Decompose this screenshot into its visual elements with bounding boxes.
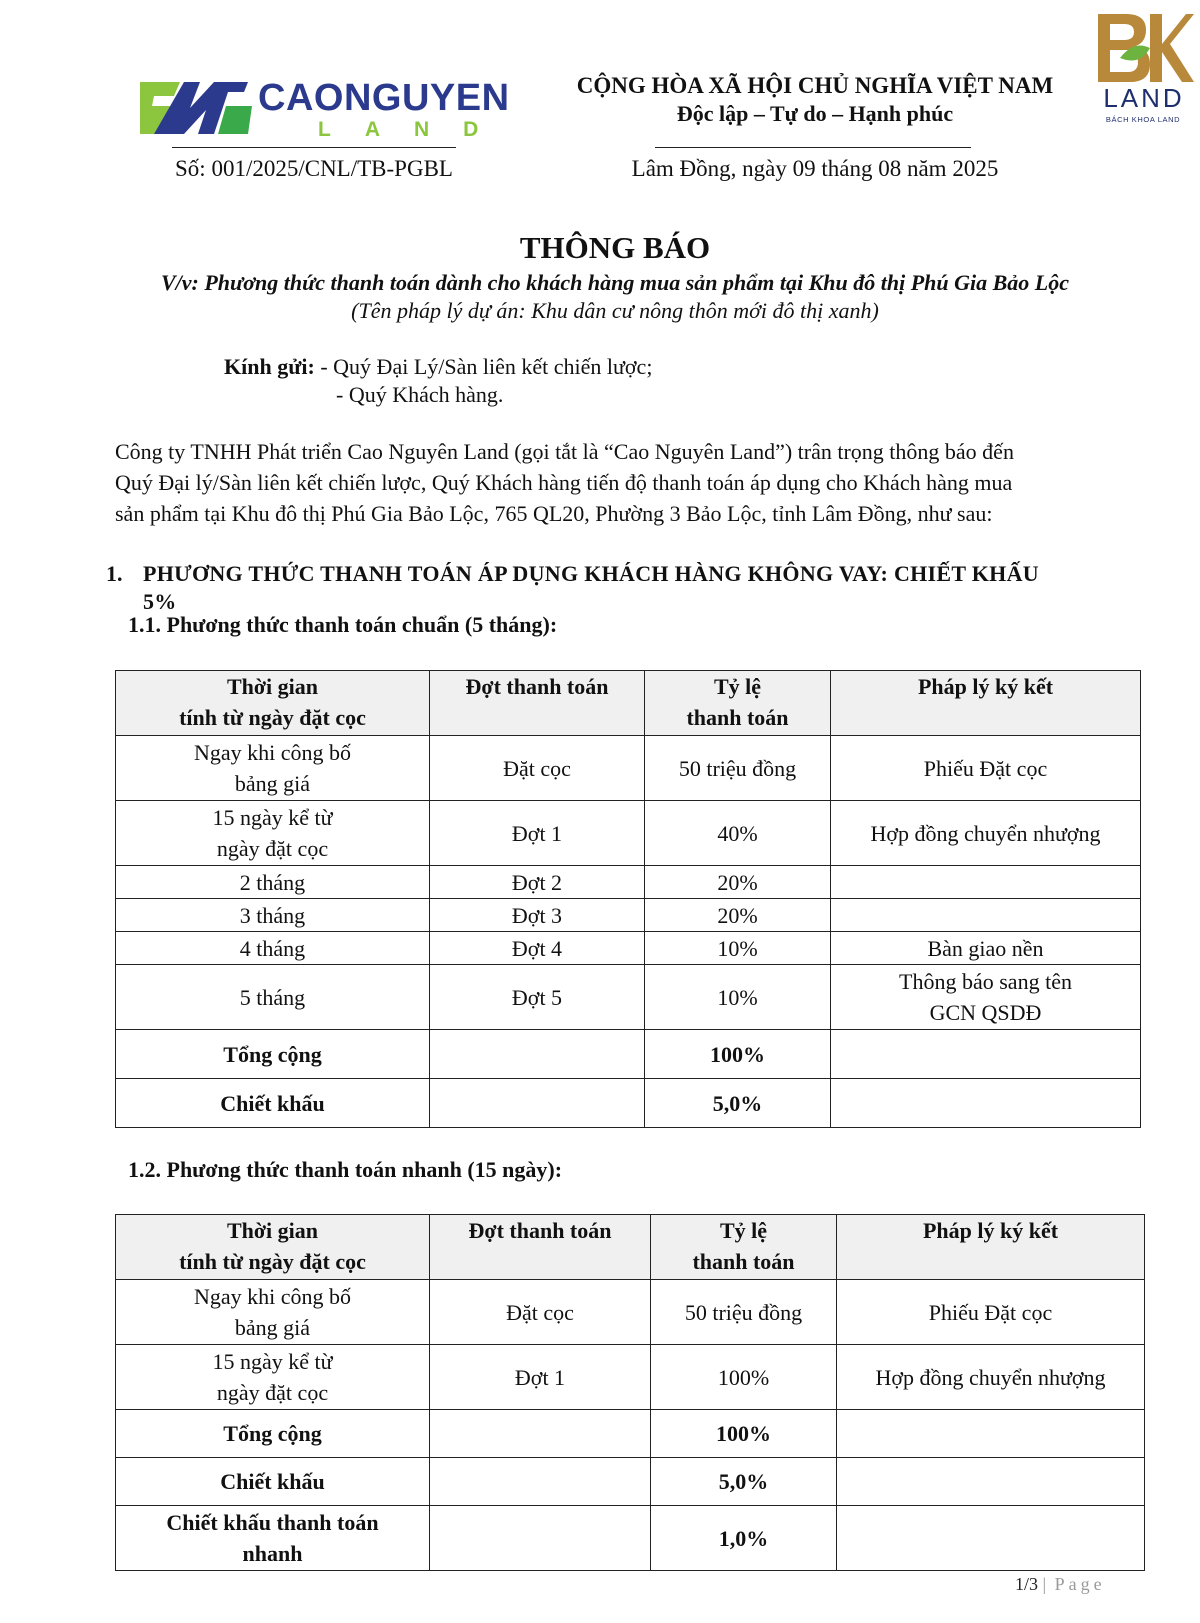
header-installment: Đợt thanh toán	[430, 671, 645, 736]
page-word: Page	[1054, 1574, 1106, 1594]
intro-line: Quý Đại lý/Sàn liên kết chiến lược, Quý Khách hàng tiến độ thanh toán áp dụng cho Khách hàng mua	[115, 470, 1013, 495]
fast-payment-table	[115, 1214, 1145, 1571]
standard-payment-table	[115, 670, 1141, 1128]
discount-row: Chiết khấu 5,0%	[116, 1458, 1145, 1506]
fast-discount-row: Chiết khấu thanh toán nhanh 1,0%	[116, 1506, 1145, 1571]
table-row: 2 tháng Đợt 2 20%	[116, 866, 1141, 899]
partner-logo-name: LAND	[1103, 83, 1185, 113]
total-row: Tổng cộng 100%	[116, 1410, 1145, 1458]
table-row: 4 tháng Đợt 4 10% Bàn giao nền	[116, 932, 1141, 965]
document-number: Số: 001/2025/CNL/TB-PGBL	[175, 156, 453, 181]
company-logo-name: CAONGUYEN	[258, 77, 510, 119]
partner-logo-mark-icon	[1090, 10, 1194, 86]
partner-logo-tagline: BÁCH KHOA LAND	[1105, 115, 1181, 124]
intro-paragraph	[115, 436, 1115, 529]
header-legal: Pháp lý ký kết	[831, 671, 1141, 736]
intro-line: Công ty TNHH Phát triển Cao Nguyên Land (gọi tắt là “Cao Nguyên Land”) trân trọng thông báo đến	[115, 439, 1014, 464]
header-rate: Tỷ lệ thanh toán	[645, 671, 831, 736]
page-number	[1015, 1573, 1106, 1595]
header-installment: Đợt thanh toán	[430, 1215, 651, 1280]
page-count: 1/3	[1015, 1574, 1039, 1594]
table-row: Ngay khi công bố bảng giá Đặt cọc 50 triệu đồng Phiếu Đặt cọc	[116, 1280, 1145, 1345]
recipient-agency: - Quý Đại Lý/Sàn liên kết chiến lược;	[320, 354, 653, 379]
section-title: PHƯƠNG THỨC THANH TOÁN ÁP DỤNG KHÁCH HÀNG KHÔNG VAY: CHIẾT KHẤU 5%	[143, 561, 1039, 614]
section-number: 1.	[106, 561, 123, 586]
total-row: Tổng cộng 100%	[116, 1030, 1141, 1079]
page-separator: |	[1042, 1574, 1051, 1594]
discount-row: Chiết khấu 5,0%	[116, 1079, 1141, 1128]
table-header-row	[116, 671, 1141, 736]
recipients-line-1	[224, 353, 652, 381]
recipient-customer: - Quý Khách hàng.	[336, 382, 504, 407]
table-row: 15 ngày kể từ ngày đặt cọc Đợt 1 40% Hợp đồng chuyển nhượng	[116, 801, 1141, 866]
table-row: Ngay khi công bố bảng giá Đặt cọc 50 triệu đồng Phiếu Đặt cọc	[116, 736, 1141, 801]
document-title: THÔNG BÁO	[519, 230, 711, 265]
header-divider-left	[172, 147, 456, 148]
fast-plan-heading: 1.2. Phương thức thanh toán nhanh (15 ngày):	[128, 1157, 563, 1182]
recipients-label: Kính gửi:	[224, 354, 315, 379]
table-header-row	[116, 1215, 1145, 1280]
header-time: Thời gian tính từ ngày đặt cọc	[116, 1215, 430, 1280]
header-time: Thời gian tính từ ngày đặt cọc	[116, 671, 430, 736]
table-row: 3 tháng Đợt 3 20%	[116, 899, 1141, 932]
company-logo-mark-icon	[140, 78, 252, 138]
header-legal: Pháp lý ký kết	[837, 1215, 1145, 1280]
intro-line: sản phẩm tại Khu đô thị Phú Gia Bảo Lộc, 765 QL20, Phường 3 Bảo Lộc, tỉnh Lâm Đồng, như sau:	[115, 501, 993, 526]
nation-heading: CỘNG HÒA XÃ HỘI CHỦ NGHĨA VIỆT NAM	[576, 73, 1054, 98]
place-date: Lâm Đồng, ngày 09 tháng 08 năm 2025	[631, 156, 999, 181]
partner-logo	[1090, 10, 1194, 128]
header-rate: Tỷ lệ thanh toán	[651, 1215, 837, 1280]
standard-plan-heading: 1.1. Phương thức thanh toán chuẩn (5 tháng):	[128, 612, 558, 637]
header-divider-right	[655, 147, 971, 148]
company-logo-sub: LAND	[318, 118, 513, 141]
motto: Độc lập – Tự do – Hạnh phúc	[676, 101, 954, 126]
table-row: 15 ngày kể từ ngày đặt cọc Đợt 1 100% Hợp đồng chuyển nhượng	[116, 1345, 1145, 1410]
table-row: 5 tháng Đợt 5 10% Thông báo sang tên GCN QSDĐ	[116, 965, 1141, 1030]
document-subject: V/v: Phương thức thanh toán dành cho khách hàng mua sản phẩm tại Khu đô thị Phú Gia Bảo Lộc	[160, 270, 1069, 295]
project-legal-name: (Tên pháp lý dự án: Khu dân cư nông thôn mới đô thị xanh)	[351, 298, 879, 323]
company-logo	[140, 77, 513, 142]
